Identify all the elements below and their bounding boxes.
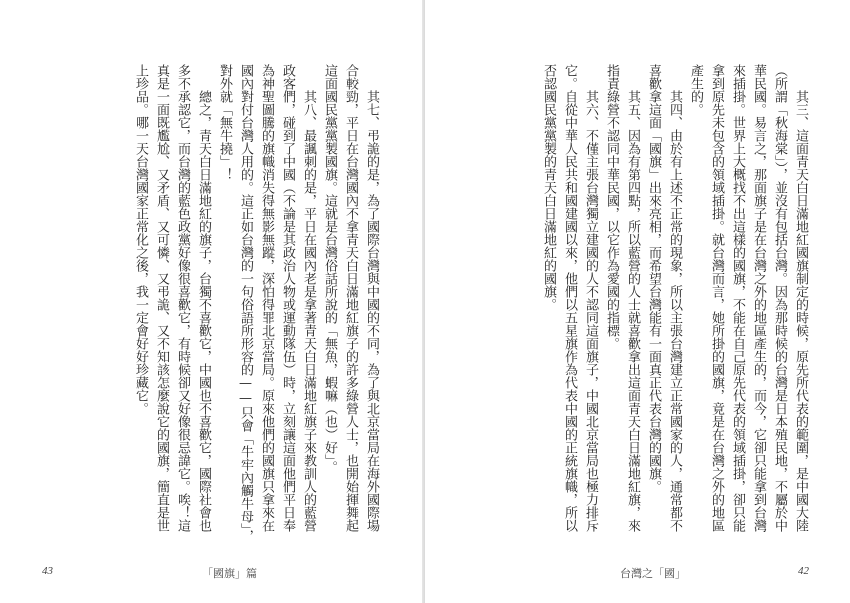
running-head: 台灣之「國」 (620, 568, 686, 580)
page-number: 42 (798, 565, 809, 577)
paragraph: 其八、最諷刺的是，平日在國內老是拿著青天白日滿地紅旗子來教訓人的藍營政客們，碰到了中國（不論是其政治人物或運動隊伍）時，立刻讓這面他們平日奉為神聖圖騰的旗幟消失得無影無蹤，深怕得罪北京當局。原來他們的國旗只拿來在國內對付台灣人用的。這正如台灣的一句俗語所形容的——只會「牛牢內觸牛母」，對外就「無牛撓」！ (217, 64, 316, 543)
paragraph: 其四、由於有上述不正常的現象，所以主張台灣建立正常國家的人，通常都不喜歡拿這面「國旗」出來亮相，而希望台灣能有一面真正代表台灣的國旗。 (646, 64, 682, 532)
paragraph: 其三、這面青天白日滿地紅國旗制定的時候，原先所代表的範圍，是中國大陸（所謂「秋海棠」），並沒有包括台灣。因為那時候的台灣是日本殖民地，不屬於中華民國。易言之，那面旗子是在台灣之外的地區產生的，而今，它卻只能拿到台灣來插掛。世界上大概找不出這樣的國旗，不能在自己原先代表的領域插掛，卻只能拿到原先未包含的領域插掛。就台灣而言，她所掛的國旗，竟是在台灣之外的地區產生的。 (688, 64, 808, 532)
paragraph: 其七、弔詭的是，為了國際台灣與中國的不同，為了與北京當局在海外國際場合較勁，平日在台灣國內不拿青天白日滿地紅旗子的許多綠營人士，也開始揮舞起這面國民黨黨製國旗。這就是台灣俗話所說的「無魚，蝦嘛（也）好」。 (322, 64, 379, 532)
page-number: 43 (42, 565, 53, 577)
left-page-body (52, 64, 382, 544)
right-page-body (471, 64, 811, 544)
paragraph: 總之，青天白日滿地紅的旗子，台獨不喜歡它，中國也不喜歡它，國際社會也多不承認它，而台灣的藍色政黨好像很喜歡它，有時候卻又好像很忌諱它。唉！這真是一面既尷尬、又矛盾、又可憐、又弔詭、又不知該怎麼說它的國旗，簡直是世上珍品。哪一天台灣國家正常化之後，我一定會好好珍藏它。 (133, 64, 211, 532)
paragraph: 其五、因為有第四點，所以藍營的人士就喜歡拿出這面青天白日滿地紅旗，來指責綠營不認同中華民國，以它作為愛國的指標。 (604, 64, 640, 532)
running-head: 「國旗」篇 (202, 568, 257, 580)
right-page (425, 0, 850, 603)
paragraph: 其六、不僅主張台灣獨立建國的人不認同這面旗子，中國北京當局也極力排斥它。自從中華人民共和國建國以來，他們以五星旗作為代表中國的正統旗幟，所以否認國民黨黨製的青天白日滿地紅的國旗。 (541, 64, 598, 532)
